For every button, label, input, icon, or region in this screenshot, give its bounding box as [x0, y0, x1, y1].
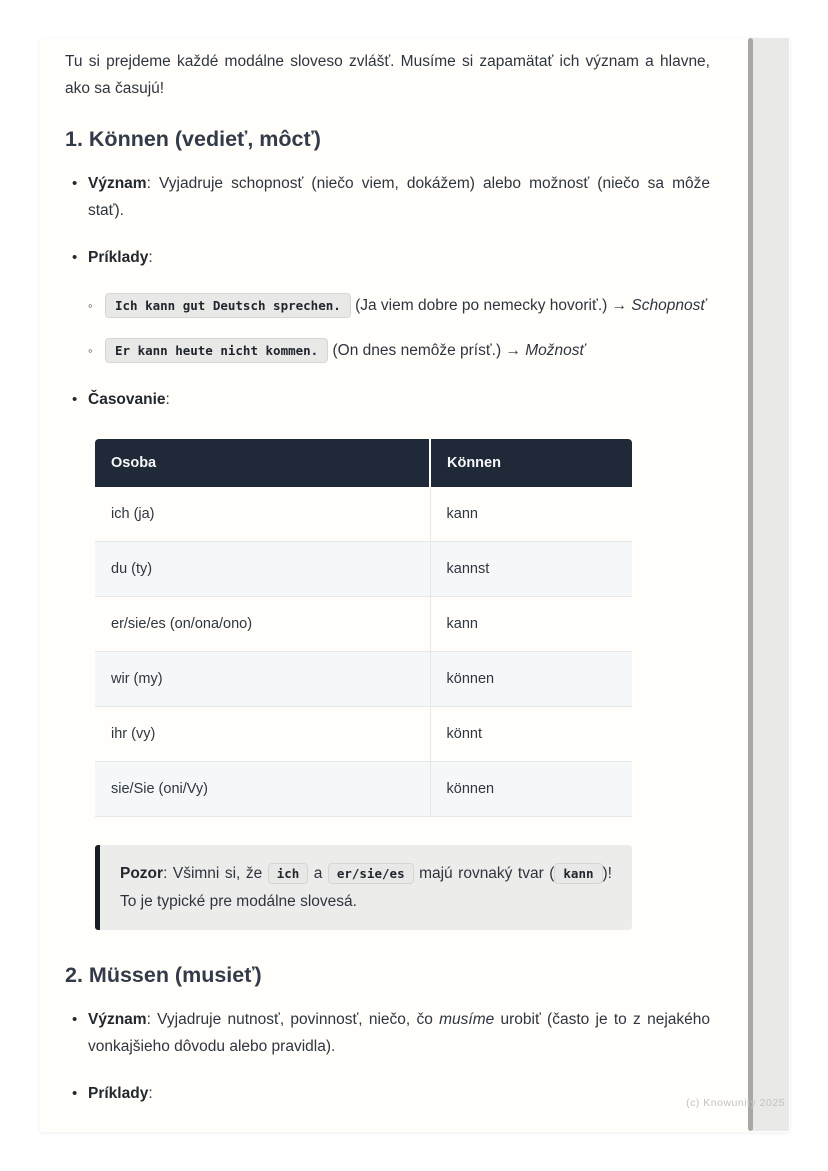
cell-person: sie/Sie (oni/Vy)	[95, 762, 430, 817]
casovanie-label: Časovanie	[88, 391, 166, 408]
table-row	[95, 597, 632, 652]
example-item	[65, 336, 710, 365]
cell-form: könnt	[430, 707, 632, 762]
bullet-icon: •	[72, 391, 78, 408]
cell-form: können	[430, 762, 632, 817]
page-content	[40, 38, 790, 1107]
example-translation: (Ja viem dobre po nemecky hovoriť.) →	[350, 297, 632, 314]
pozor-label: Pozor	[120, 865, 164, 882]
vyznam-label: Význam	[88, 1011, 147, 1028]
code-example: Er kann heute nicht kommen.	[105, 338, 328, 363]
priklady-label: Príklady	[88, 249, 149, 266]
list-item-priklady-2: • Príklady:	[65, 1080, 710, 1107]
table-row	[95, 542, 632, 597]
priklady-label: Príklady	[88, 1085, 149, 1102]
vyznam-text: : Vyjadruje schopnosť (niečo viem, dokážem) alebo možnosť (niečo sa môže stať).	[88, 175, 710, 219]
copyright-watermark: (c) Knowunity 2025	[686, 1097, 785, 1109]
cell-form: kann	[430, 597, 632, 652]
column-header-koennen: Können	[430, 439, 632, 487]
intro-paragraph: Tu si prejdeme každé modálne sloveso zvlášť. Musíme si zapamätať ich význam a hlavne, ako sa časujú!	[65, 53, 710, 97]
examples-list	[65, 291, 710, 365]
section-heading-koennen: 1. Können (vedieť, môcť)	[65, 127, 321, 151]
cell-form: kannst	[430, 542, 632, 597]
example-tag: Možnosť	[525, 342, 586, 359]
circle-bullet-icon: ◦	[88, 343, 93, 358]
bullet-icon: •	[72, 249, 78, 266]
document-page	[40, 38, 790, 1132]
circle-bullet-icon: ◦	[88, 298, 93, 313]
cell-person: er/sie/es (on/ona/ono)	[95, 597, 430, 652]
scrollbar-thumb[interactable]	[748, 38, 753, 1131]
inline-code: ich	[268, 863, 309, 884]
cell-form: kann	[430, 487, 632, 542]
example-tag: Schopnosť	[631, 297, 706, 314]
pozor-callout: Pozor: Všimni si, že ich a er/sie/es majú rovnaký tvar ( kann )! To je typické pre modálne slovesá.	[95, 845, 632, 930]
cell-person: du (ty)	[95, 542, 430, 597]
cell-person: wir (my)	[95, 652, 430, 707]
example-translation: (On dnes nemôže prísť.) →	[328, 342, 526, 359]
example-item	[65, 291, 710, 320]
section-heading-muessen: 2. Müssen (musieť)	[65, 963, 262, 987]
list-item-casovanie: • Časovanie:	[65, 386, 710, 413]
scrollbar-track[interactable]	[752, 38, 789, 1131]
inline-code: kann	[554, 863, 602, 884]
cell-person: ihr (vy)	[95, 707, 430, 762]
table-row	[95, 762, 632, 817]
list-item-priklady-1: • Príklady:	[65, 244, 710, 271]
vyznam-label: Význam	[88, 175, 147, 192]
table-row	[95, 707, 632, 762]
italic-word: musíme	[439, 1011, 495, 1028]
bullet-icon: •	[72, 175, 78, 192]
cell-form: können	[430, 652, 632, 707]
bullet-icon: •	[72, 1011, 78, 1028]
table-header-row	[95, 439, 632, 487]
conjugation-table	[95, 439, 632, 817]
table-row	[95, 487, 632, 542]
list-item-vyznam-2: • Význam: Vyjadruje nutnosť, povinnosť, niečo, čo musíme urobiť (často je to z nejakého vonkajšieho dôvodu alebo pravidla).	[65, 1006, 710, 1060]
code-example: Ich kann gut Deutsch sprechen.	[105, 293, 351, 318]
list-item-vyznam-1	[65, 170, 710, 224]
column-header-osoba: Osoba	[95, 439, 430, 487]
bullet-icon: •	[72, 1085, 78, 1102]
cell-person: ich (ja)	[95, 487, 430, 542]
table-row	[95, 652, 632, 707]
inline-code: er/sie/es	[328, 863, 414, 884]
